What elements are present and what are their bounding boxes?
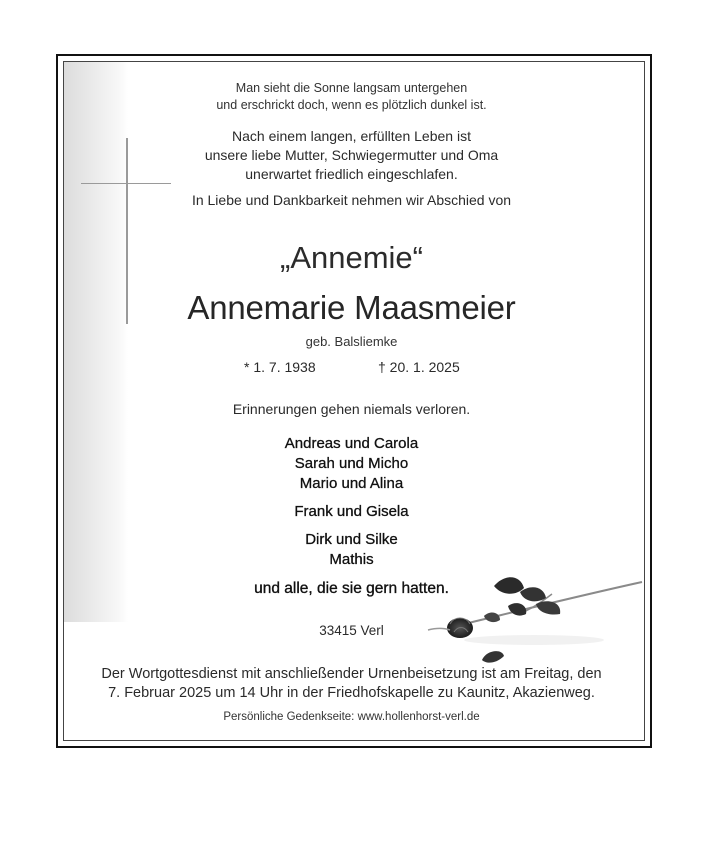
family-line: Frank und Gisela (294, 503, 409, 520)
deceased-nickname: „Annemie“ (280, 240, 423, 275)
family-line: Andreas und Carola (284, 435, 419, 452)
memorial-link[interactable]: Persönliche Gedenkseite: www.hollenhorst-verl.de (223, 711, 480, 723)
service-line-2: 7. Februar 2025 um 14 Uhr in der Friedhofskapelle zu Kaunitz, Akazienweg. (108, 685, 595, 701)
family-line: Sarah und Micho (294, 455, 409, 472)
family-line: Mario und Alina (299, 475, 404, 492)
intro-line-3: unerwartet friedlich eingeschlafen. (245, 166, 458, 182)
death-date: † 20. 1. 2025 (378, 359, 460, 375)
maiden-name: geb. Balsliemke (305, 334, 398, 349)
family-line: Mathis (329, 551, 374, 568)
rose-icon (424, 572, 646, 668)
closing-line: und alle, die sie gern hatten. (254, 580, 449, 597)
verse-line-1: Man sieht die Sonne langsam untergehen (235, 81, 468, 95)
birth-date: * 1. 7. 1938 (244, 359, 316, 375)
cross-icon-arm (81, 183, 171, 184)
intro-line-4: In Liebe und Dankbarkeit nehmen wir Abschied von (191, 192, 512, 208)
family-line: Dirk und Silke (305, 531, 398, 548)
verse-line-2: und erschrickt doch, wenn es plötzlich dunkel ist. (216, 98, 487, 112)
motto: Erinnerungen gehen niemals verloren. (232, 401, 471, 417)
place: 33415 Verl (319, 623, 384, 638)
deceased-name: Annemarie Maasmeier (187, 289, 516, 326)
intro-line-2: unsere liebe Mutter, Schwiegermutter und Oma (204, 147, 499, 163)
intro-line-1: Nach einem langen, erfüllten Leben ist (232, 128, 471, 144)
service-line-1: Der Wortgottesdienst mit anschließender Urnenbeisetzung ist am Freitag, den (101, 666, 602, 682)
